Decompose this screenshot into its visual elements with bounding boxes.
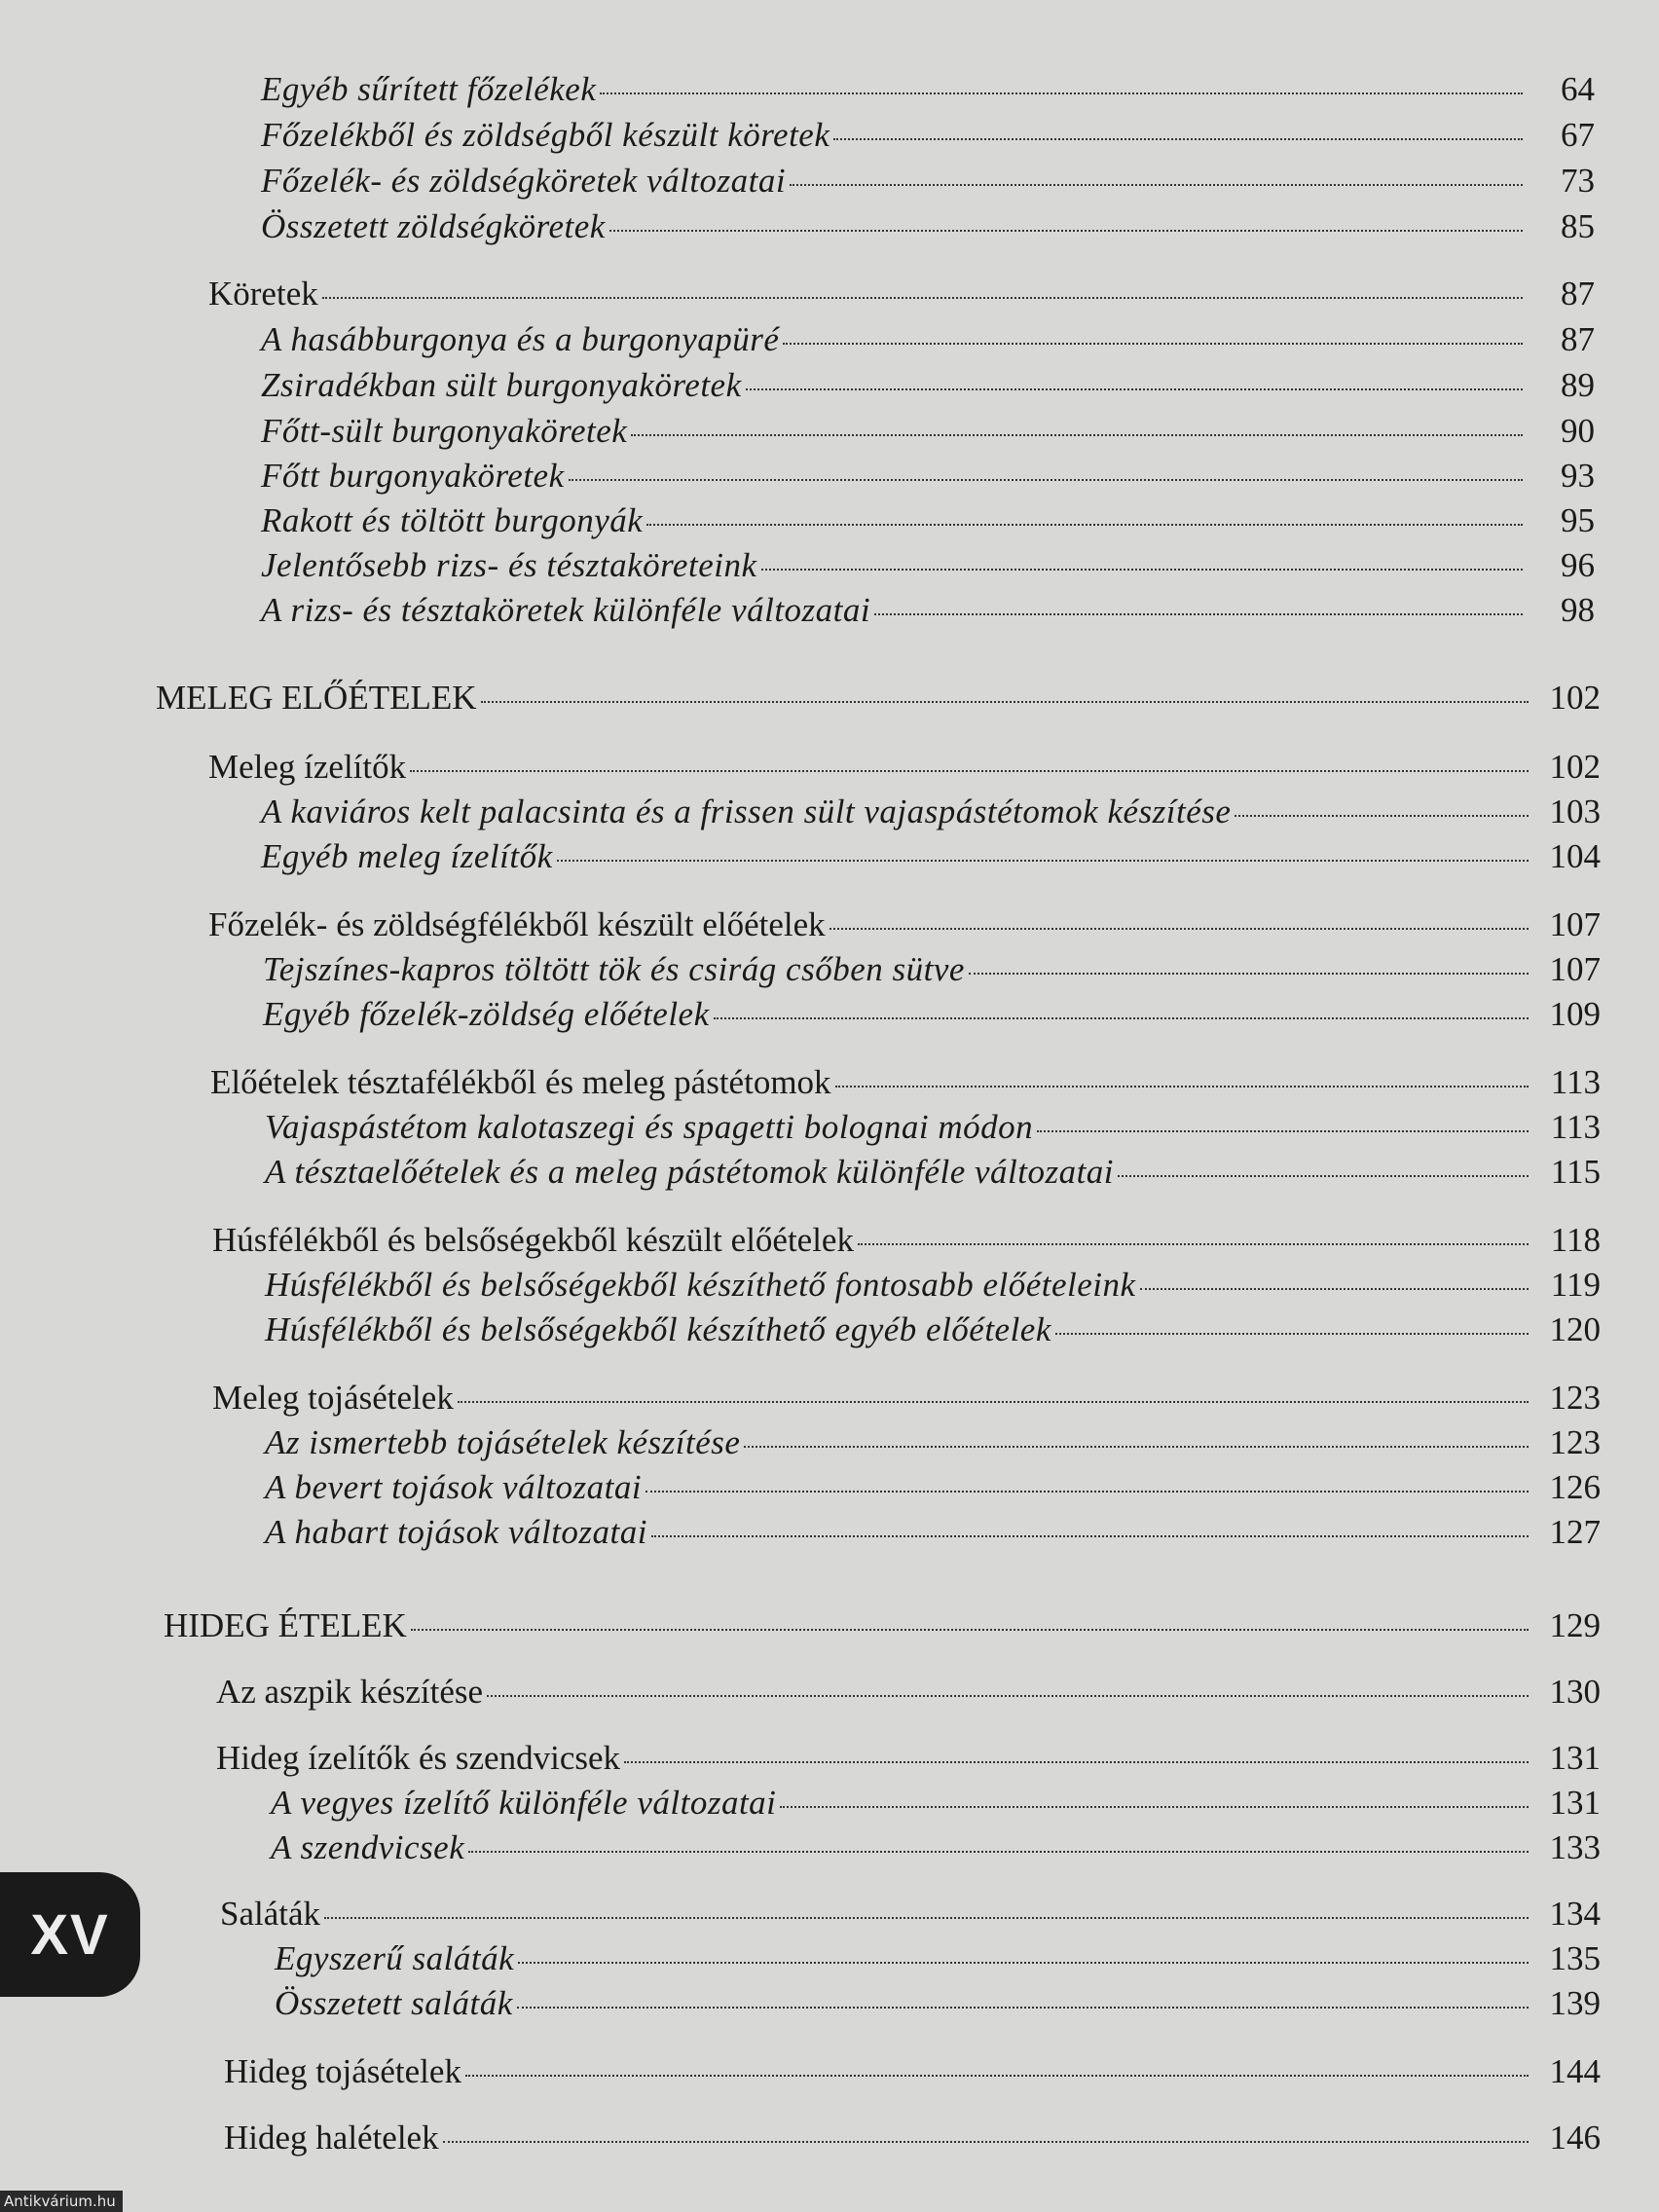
- toc-page-number: 109: [1549, 995, 1601, 1033]
- toc-entry-level-1: [208, 903, 1601, 946]
- toc-entry-level-2: [265, 1309, 1601, 1351]
- toc-entry-level-2: [263, 993, 1601, 1036]
- toc-page-number: 130: [1549, 1673, 1601, 1711]
- toc-entry-level-1: [216, 1737, 1601, 1780]
- toc-entry-label: A bevert tojások változatai: [265, 1468, 643, 1506]
- toc-page-number: 129: [1549, 1606, 1601, 1644]
- toc-page-number: 103: [1549, 793, 1601, 830]
- toc-entry-level-2: [261, 68, 1595, 111]
- toc-entry-level-2: [271, 1826, 1601, 1869]
- toc-section-heading: [156, 677, 1601, 719]
- toc-entry-label: Rakott és töltött burgonyák: [261, 501, 644, 539]
- toc-entry-label: A vegyes ízelítő különféle változatai: [271, 1784, 777, 1822]
- toc-page-number: 115: [1550, 1153, 1601, 1191]
- toc-entry-label: A szendvicsek: [271, 1828, 465, 1866]
- toc-entry-label: Hideg halételek: [224, 2119, 439, 2157]
- toc-leader-dots: [744, 1446, 1529, 1448]
- toc-page-number: 87: [1561, 275, 1595, 313]
- toc-entry-level-1: [220, 1893, 1601, 1936]
- toc-entry-label: A rizs- és tésztaköretek különféle változatai: [261, 591, 871, 629]
- toc-page-number: 118: [1550, 1221, 1601, 1259]
- toc-page-number: 107: [1549, 950, 1601, 988]
- toc-section-heading: [164, 1604, 1601, 1647]
- toc-page-number: 134: [1549, 1895, 1601, 1933]
- toc-entry-label: Húsfélékből és belsőségekből készíthető fontosabb előételeink: [265, 1266, 1136, 1304]
- toc-page-number: 135: [1549, 1939, 1601, 1977]
- toc-entry-level-2: [261, 318, 1595, 361]
- toc-page-number: 113: [1550, 1063, 1601, 1101]
- toc-leader-dots: [624, 1761, 1529, 1763]
- toc-page-number: 139: [1549, 1984, 1601, 2022]
- toc-page-number: 107: [1549, 905, 1601, 943]
- toc-entry-level-1: [210, 1061, 1601, 1104]
- toc-entry-label: Főzelék- és zöldségfélékből készült előételek: [208, 905, 826, 943]
- toc-entry-label: Vajaspástétom kalotaszegi és spagetti bolognai módon: [265, 1108, 1034, 1146]
- toc-page-number: 104: [1549, 837, 1601, 875]
- toc-entry-level-2: [265, 1421, 1601, 1464]
- toc-entry-level-2: [265, 1151, 1601, 1194]
- toc-entry-label: Hideg tojásételek: [224, 2052, 461, 2090]
- toc-leader-dots: [746, 388, 1523, 390]
- toc-page-number: 146: [1549, 2119, 1601, 2157]
- toc-entry-level-1: [212, 1377, 1601, 1419]
- toc-entry-label: Egyéb meleg ízelítők: [261, 837, 553, 875]
- toc-leader-dots: [780, 1806, 1529, 1808]
- toc-entry-label: Meleg tojásételek: [212, 1379, 454, 1417]
- toc-entry-label: Húsfélékből és belsőségekből készült előételek: [212, 1221, 854, 1259]
- toc-leader-dots: [518, 1962, 1529, 1964]
- toc-leader-dots: [609, 230, 1523, 232]
- toc-page-number: 126: [1549, 1468, 1601, 1506]
- toc-page-number: 89: [1561, 366, 1595, 404]
- toc-page-number: 123: [1549, 1423, 1601, 1461]
- toc-entry-level-2: [261, 364, 1595, 407]
- toc-leader-dots: [324, 1917, 1529, 1919]
- toc-page-number: 102: [1549, 748, 1601, 786]
- toc-page-number: 102: [1549, 679, 1601, 717]
- thumb-tab-label: XV: [30, 1902, 110, 1967]
- toc-entry-label: Főzelékből és zöldségből készült köretek: [261, 116, 830, 154]
- toc-leader-dots: [569, 479, 1523, 481]
- toc-leader-dots: [833, 138, 1523, 140]
- toc-entry-level-2: [271, 1782, 1601, 1825]
- toc-leader-dots: [1235, 815, 1529, 817]
- toc-page-number: 120: [1549, 1310, 1601, 1348]
- toc-leader-dots: [646, 524, 1523, 526]
- toc-page-number: 96: [1561, 546, 1595, 584]
- toc-page-number: 119: [1550, 1266, 1601, 1304]
- toc-page-number: 85: [1561, 207, 1595, 245]
- toc-entry-label: Összetett saláták: [275, 1984, 513, 2022]
- toc-page-number: 133: [1549, 1828, 1601, 1866]
- toc-entry-label: Egyéb főzelék-zöldség előételek: [263, 995, 710, 1033]
- toc-leader-dots: [411, 1629, 1529, 1631]
- toc-entry-level-1: [212, 1219, 1601, 1262]
- toc-entry-label: A kaviáros kelt palacsinta és a frissen sült vajaspástétomok készítése: [261, 793, 1232, 830]
- toc-entry-level-2: [261, 205, 1595, 248]
- toc-page-number: 131: [1549, 1739, 1601, 1777]
- toc-entry-level-2: [261, 499, 1595, 542]
- toc-leader-dots: [651, 1535, 1529, 1537]
- toc-leader-dots: [557, 860, 1529, 862]
- toc-entry-level-2: [261, 114, 1595, 157]
- toc-entry-level-2: [275, 1937, 1601, 1980]
- toc-page-number: 127: [1549, 1513, 1601, 1551]
- toc-page-number: 87: [1561, 320, 1595, 358]
- toc-page-number: 144: [1549, 2052, 1601, 2090]
- toc-entry-label: Főtt-sült burgonyaköretek: [261, 412, 628, 450]
- toc-page-number: 73: [1561, 162, 1595, 200]
- toc-entry-label: Zsiradékban sült burgonyaköretek: [261, 366, 742, 404]
- toc-leader-dots: [1140, 1288, 1529, 1290]
- toc-entry-label: Az aszpik készítése: [216, 1673, 484, 1711]
- toc-entry-label: A habart tojások változatai: [265, 1513, 647, 1551]
- toc-leader-dots: [1118, 1175, 1529, 1177]
- toc-leader-dots: [830, 928, 1529, 930]
- toc-page-number: 123: [1549, 1379, 1601, 1417]
- page-thumb-tab: [0, 1872, 140, 1997]
- toc-entry-level-1: [216, 1671, 1601, 1714]
- toc-entry-level-2: [265, 1106, 1601, 1149]
- toc-entry-level-2: [261, 410, 1595, 453]
- toc-leader-dots: [645, 1491, 1529, 1493]
- toc-entry-label: Tejszínes-kapros töltött tök és csirág csőben sütve: [263, 950, 965, 988]
- toc-entry-label: A hasábburgonya és a burgonyapüré: [261, 320, 780, 358]
- toc-entry-level-1: [208, 273, 1595, 315]
- toc-leader-dots: [858, 1243, 1529, 1245]
- toc-leader-dots: [714, 1017, 1529, 1019]
- toc-entry-level-1: [224, 2117, 1601, 2159]
- toc-entry-label: MELEG ELŐÉTELEK: [156, 679, 477, 717]
- toc-page-number: 93: [1561, 457, 1595, 495]
- toc-entry-label: Főzelék- és zöldségköretek változatai: [261, 162, 787, 200]
- toc-entry-level-2: [261, 544, 1595, 587]
- toc-leader-dots: [1037, 1130, 1529, 1132]
- toc-entry-label: Az ismertebb tojásételek készítése: [265, 1423, 741, 1461]
- toc-entry-label: Jelentősebb rizs- és tésztaköreteink: [261, 546, 757, 584]
- toc-leader-dots: [458, 1401, 1529, 1403]
- toc-leader-dots: [443, 2141, 1529, 2143]
- toc-entry-level-2: [263, 948, 1601, 991]
- toc-leader-dots: [487, 1695, 1529, 1697]
- toc-leader-dots: [465, 2075, 1529, 2077]
- toc-entry-label: Hideg ízelítők és szendvicsek: [216, 1739, 621, 1777]
- toc-entry-label: Egyszerű saláták: [275, 1939, 515, 1977]
- toc-entry-level-2: [275, 1982, 1601, 2025]
- toc-entry-label: Saláták: [220, 1895, 321, 1933]
- toc-entry-level-1: [208, 746, 1601, 789]
- toc-entry-level-2: [265, 1466, 1601, 1509]
- toc-page-number: 98: [1561, 591, 1595, 629]
- toc-leader-dots: [761, 569, 1524, 571]
- toc-entry-label: Egyéb sűrített főzelékek: [261, 70, 597, 108]
- toc-leader-dots: [517, 2007, 1529, 2009]
- toc-leader-dots: [1055, 1333, 1529, 1335]
- toc-leader-dots: [790, 184, 1523, 186]
- toc-entry-level-2: [261, 455, 1595, 498]
- toc-leader-dots: [783, 343, 1523, 345]
- toc-page-number: 64: [1561, 70, 1595, 108]
- toc-leader-dots: [468, 1851, 1529, 1853]
- toc-leader-dots: [631, 434, 1523, 436]
- toc-leader-dots: [410, 770, 1529, 772]
- watermark: Antikvárium.hu: [0, 2191, 123, 2212]
- toc-entry-label: HIDEG ÉTELEK: [164, 1606, 407, 1644]
- toc-entry-level-2: [261, 791, 1601, 833]
- toc-page-number: 131: [1549, 1784, 1601, 1822]
- toc-entry-level-2: [265, 1511, 1601, 1554]
- toc-leader-dots: [322, 297, 1523, 299]
- toc-leader-dots: [969, 973, 1529, 975]
- toc-entry-label: Összetett zöldségköretek: [261, 207, 606, 245]
- toc-leader-dots: [481, 701, 1530, 703]
- toc-entry-label: Előételek tésztafélékből és meleg pástétomok: [210, 1063, 831, 1101]
- toc-entry-level-1: [224, 2050, 1601, 2093]
- toc-entry-label: Köretek: [208, 275, 318, 313]
- toc-entry-label: A tésztaelőételek és a meleg pástétomok különféle változatai: [265, 1153, 1115, 1191]
- toc-entry-label: Főtt burgonyaköretek: [261, 457, 565, 495]
- toc-entry-level-2: [261, 835, 1601, 878]
- toc-entry-label: Meleg ízelítők: [208, 748, 407, 786]
- toc-leader-dots: [835, 1086, 1529, 1088]
- toc-page-number: 67: [1561, 116, 1595, 154]
- toc-leader-dots: [600, 92, 1523, 94]
- toc-entry-level-2: [261, 589, 1595, 632]
- toc-leader-dots: [874, 613, 1523, 615]
- toc-entry-label: Húsfélékből és belsőségekből készíthető egyéb előételek: [265, 1310, 1051, 1348]
- toc-page-number: 113: [1550, 1108, 1601, 1146]
- toc-page-number: 95: [1561, 501, 1595, 539]
- toc-page-number: 90: [1561, 412, 1595, 450]
- toc-entry-level-2: [261, 160, 1595, 203]
- toc-entry-level-2: [265, 1264, 1601, 1307]
